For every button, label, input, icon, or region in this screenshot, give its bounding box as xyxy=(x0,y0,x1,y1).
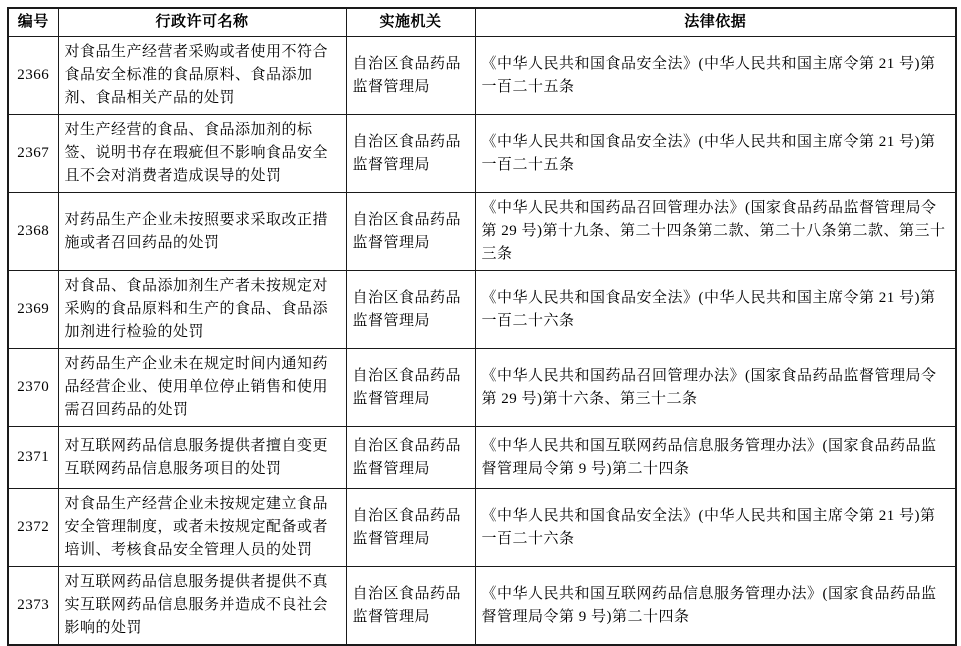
row-name: 对药品生产企业未在规定时间内通知药品经营企业、使用单位停止销售和使用需召回药品的处罚 xyxy=(58,349,346,427)
row-agency: 自治区食品药品监督管理局 xyxy=(346,349,475,427)
row-name: 对药品生产企业未按照要求采取改正措施或者召回药品的处罚 xyxy=(58,193,346,271)
table-row xyxy=(8,115,956,193)
row-id: 2371 xyxy=(8,427,58,489)
row-name: 对食品生产经营者采购或者使用不符合食品安全标准的食品原料、食品添加剂、食品相关产品的处罚 xyxy=(58,37,346,115)
row-agency: 自治区食品药品监督管理局 xyxy=(346,489,475,567)
row-legal: 《中华人民共和国互联网药品信息服务管理办法》(国家食品药品监督管理局令第 9 号)第二十四条 xyxy=(475,427,956,489)
row-legal: 《中华人民共和国食品安全法》(中华人民共和国主席令第 21 号)第一百二十六条 xyxy=(475,489,956,567)
row-name: 对互联网药品信息服务提供者擅自变更互联网药品信息服务项目的处罚 xyxy=(58,427,346,489)
table-row xyxy=(8,489,956,567)
table-row xyxy=(8,349,956,427)
table-row xyxy=(8,193,956,271)
row-legal: 《中华人民共和国食品安全法》(中华人民共和国主席令第 21 号)第一百二十六条 xyxy=(475,271,956,349)
row-id: 2373 xyxy=(8,567,58,646)
column-header-id: 编号 xyxy=(8,8,58,37)
row-id: 2372 xyxy=(8,489,58,567)
row-id: 2367 xyxy=(8,115,58,193)
row-id: 2369 xyxy=(8,271,58,349)
row-agency: 自治区食品药品监督管理局 xyxy=(346,193,475,271)
row-legal: 《中华人民共和国食品安全法》(中华人民共和国主席令第 21 号)第一百二十五条 xyxy=(475,115,956,193)
administrative-permits-table xyxy=(7,7,957,646)
row-agency: 自治区食品药品监督管理局 xyxy=(346,567,475,646)
row-legal: 《中华人民共和国互联网药品信息服务管理办法》(国家食品药品监督管理局令第 9 号)第二十四条 xyxy=(475,567,956,646)
table-header-row xyxy=(8,8,956,37)
column-header-agency: 实施机关 xyxy=(346,8,475,37)
table-row xyxy=(8,271,956,349)
table-row xyxy=(8,567,956,646)
row-name: 对食品、食品添加剂生产者未按规定对采购的食品原料和生产的食品、食品添加剂进行检验的处罚 xyxy=(58,271,346,349)
table-row xyxy=(8,427,956,489)
row-id: 2366 xyxy=(8,37,58,115)
row-agency: 自治区食品药品监督管理局 xyxy=(346,271,475,349)
column-header-name: 行政许可名称 xyxy=(58,8,346,37)
row-legal: 《中华人民共和国食品安全法》(中华人民共和国主席令第 21 号)第一百二十五条 xyxy=(475,37,956,115)
column-header-legal: 法律依据 xyxy=(475,8,956,37)
row-name: 对食品生产经营企业未按规定建立食品安全管理制度，或者未按规定配备或者培训、考核食品安全管理人员的处罚 xyxy=(58,489,346,567)
table-body xyxy=(8,37,956,646)
row-id: 2368 xyxy=(8,193,58,271)
row-agency: 自治区食品药品监督管理局 xyxy=(346,115,475,193)
row-id: 2370 xyxy=(8,349,58,427)
row-agency: 自治区食品药品监督管理局 xyxy=(346,427,475,489)
row-name: 对生产经营的食品、食品添加剂的标签、说明书存在瑕疵但不影响食品安全且不会对消费者造成误导的处罚 xyxy=(58,115,346,193)
row-agency: 自治区食品药品监督管理局 xyxy=(346,37,475,115)
row-name: 对互联网药品信息服务提供者提供不真实互联网药品信息服务并造成不良社会影响的处罚 xyxy=(58,567,346,646)
table-row xyxy=(8,37,956,115)
row-legal: 《中华人民共和国药品召回管理办法》(国家食品药品监督管理局令第 29 号)第十六条、第三十二条 xyxy=(475,349,956,427)
row-legal: 《中华人民共和国药品召回管理办法》(国家食品药品监督管理局令第 29 号)第十九条、第二十四条第二款、第二十八条第二款、第三十三条 xyxy=(475,193,956,271)
